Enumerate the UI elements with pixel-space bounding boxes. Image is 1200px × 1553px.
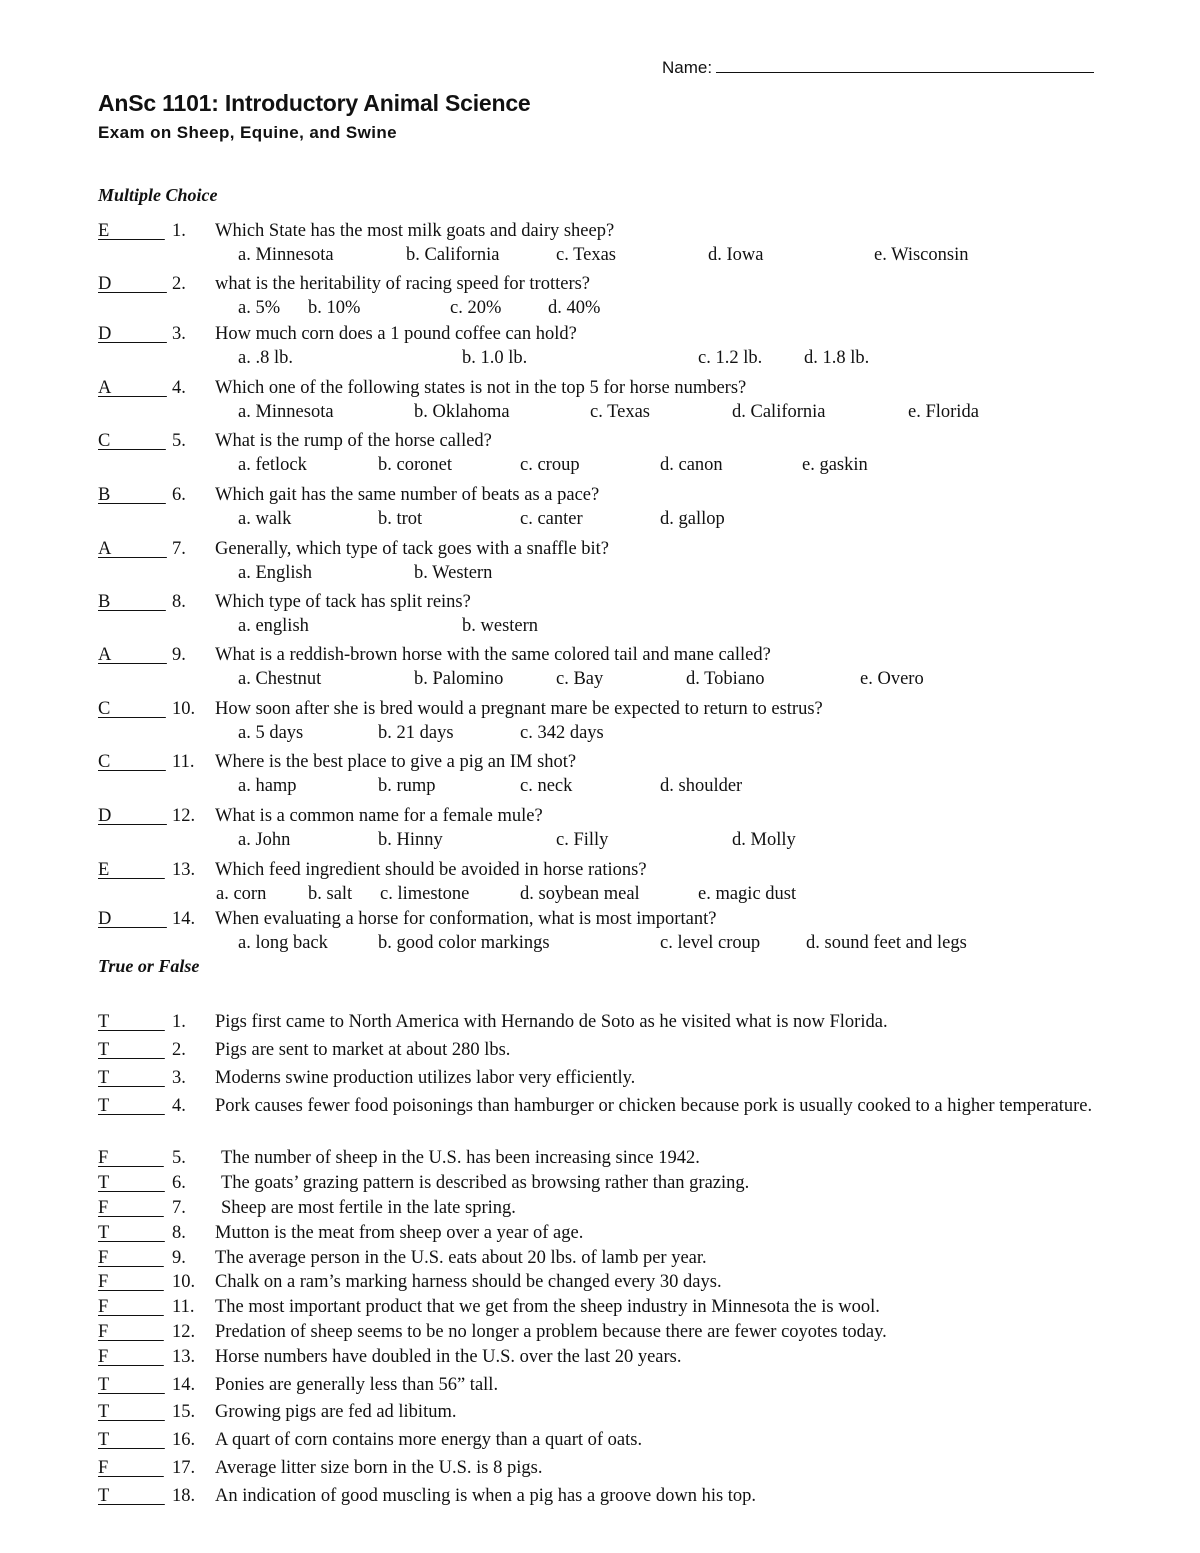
answer-blank[interactable]: F <box>98 1297 164 1317</box>
statement-text: Average litter size born in the U.S. is 8 pigs. <box>215 1458 543 1478</box>
answer-option: d. sound feet and legs <box>806 933 967 953</box>
answer-blank[interactable]: F <box>98 1248 164 1268</box>
answer-option: a. Chestnut <box>238 669 322 689</box>
statement-text: Sheep are most fertile in the late spring. <box>221 1198 516 1218</box>
answer-option: d. Tobiano <box>686 669 765 689</box>
answer-blank[interactable]: E <box>98 860 165 880</box>
answer-blank[interactable]: D <box>98 806 167 826</box>
answer-option: b. trot <box>378 509 423 529</box>
answer-option: a. long back <box>238 933 328 953</box>
question-text: How soon after she is bred would a pregnant mare be expected to return to estrus? <box>215 699 823 719</box>
answer-option: a. Minnesota <box>238 245 334 265</box>
question-number: 13. <box>172 860 196 880</box>
page-subtitle: Exam on Sheep, Equine, and Swine <box>98 123 398 142</box>
answer-option: a. 5 days <box>238 723 304 743</box>
answer-option: e. gaskin <box>802 455 868 475</box>
answer-blank[interactable]: T <box>98 1402 165 1422</box>
question-number: 4. <box>172 1096 186 1116</box>
answer-blank[interactable]: A <box>98 539 167 559</box>
answer-blank[interactable]: E <box>98 221 165 241</box>
answer-blank[interactable]: T <box>98 1173 165 1193</box>
answer-option: c. Texas <box>556 245 617 265</box>
answer-option: c. Bay <box>556 669 604 689</box>
answer-option: b. 21 days <box>378 723 454 743</box>
question-number: 2. <box>172 1040 186 1060</box>
answer-option: b. coronet <box>378 455 452 475</box>
statement-text: Moderns swine production utilizes labor very efficiently. <box>215 1068 636 1088</box>
question-text: Which one of the following states is not in the top 5 for horse numbers? <box>215 378 747 398</box>
question-number: 11. <box>172 752 195 772</box>
answer-blank[interactable]: T <box>98 1096 165 1116</box>
question-text: Generally, which type of tack goes with a snaffle bit? <box>215 539 610 559</box>
question-number: 3. <box>172 324 186 344</box>
question-text: Which feed ingredient should be avoided in horse rations? <box>215 860 647 880</box>
answer-blank[interactable]: B <box>98 485 166 505</box>
question-number: 4. <box>172 378 186 398</box>
answer-option: c. level croup <box>660 933 761 953</box>
statement-text: Mutton is the meat from sheep over a year of age. <box>215 1223 584 1243</box>
question-number: 15. <box>172 1402 196 1422</box>
answer-blank[interactable]: C <box>98 699 166 719</box>
question-number: 14. <box>172 1375 196 1395</box>
answer-option: b. 1.0 lb. <box>462 348 528 368</box>
answer-option: a. fetlock <box>238 455 307 475</box>
question-text: How much corn does a 1 pound coffee can hold? <box>215 324 577 344</box>
answer-option: c. Texas <box>590 402 651 422</box>
answer-option: d. gallop <box>660 509 725 529</box>
answer-option: a. John <box>238 830 291 850</box>
answer-option: b. California <box>406 245 500 265</box>
answer-blank[interactable]: T <box>98 1068 165 1088</box>
answer-blank[interactable]: C <box>98 431 166 451</box>
answer-option: d. canon <box>660 455 723 475</box>
question-text: What is a common name for a female mule? <box>215 806 543 826</box>
question-text: What is the rump of the horse called? <box>215 431 492 451</box>
question-text: Which type of tack has split reins? <box>215 592 471 612</box>
page-title: AnSc 1101: Introductory Animal Science <box>98 90 531 116</box>
answer-blank[interactable]: F <box>98 1272 164 1292</box>
answer-blank[interactable]: F <box>98 1347 164 1367</box>
statement-text: The goats’ grazing pattern is described as browsing rather than grazing. <box>221 1173 750 1193</box>
question-number: 5. <box>172 1148 186 1168</box>
statement-text: Pigs first came to North America with Hernando de Soto as he visited what is now Florida. <box>215 1012 888 1032</box>
answer-blank[interactable]: B <box>98 592 166 612</box>
answer-option: c. Filly <box>556 830 609 850</box>
answer-option: d. shoulder <box>660 776 743 796</box>
true-false-heading: True or False <box>98 956 200 976</box>
question-text: Which State has the most milk goats and dairy sheep? <box>215 221 615 241</box>
answer-option: a. english <box>238 616 309 636</box>
question-number: 1. <box>172 221 186 241</box>
question-text: When evaluating a horse for conformation, what is most important? <box>215 909 717 929</box>
answer-option: c. neck <box>520 776 573 796</box>
statement-text: The average person in the U.S. eats about 20 lbs. of lamb per year. <box>215 1248 707 1268</box>
answer-option: b. western <box>462 616 539 636</box>
answer-blank[interactable]: T <box>98 1486 165 1506</box>
question-text: Where is the best place to give a pig an IM shot? <box>215 752 577 772</box>
question-number: 7. <box>172 1198 186 1218</box>
statement-text: Growing pigs are fed ad libitum. <box>215 1402 457 1422</box>
statement-text: Horse numbers have doubled in the U.S. over the last 20 years. <box>215 1347 682 1367</box>
statement-text: Chalk on a ram’s marking harness should be changed every 30 days. <box>215 1272 722 1292</box>
answer-blank[interactable]: F <box>98 1322 164 1342</box>
question-number: 6. <box>172 485 186 505</box>
answer-blank[interactable]: F <box>98 1458 164 1478</box>
answer-blank[interactable]: T <box>98 1012 165 1032</box>
question-number: 3. <box>172 1068 186 1088</box>
multiple-choice-heading: Multiple Choice <box>98 185 218 205</box>
answer-option: c. limestone <box>380 884 470 904</box>
answer-option: c. canter <box>520 509 583 529</box>
question-number: 10. <box>172 1272 196 1292</box>
answer-option: d. 1.8 lb. <box>804 348 870 368</box>
answer-option: c. 1.2 lb. <box>698 348 763 368</box>
question-number: 6. <box>172 1173 186 1193</box>
answer-option: d. California <box>732 402 826 422</box>
answer-option: a. English <box>238 563 312 583</box>
question-number: 9. <box>172 1248 186 1268</box>
answer-option: c. croup <box>520 455 580 475</box>
answer-option: c. 20% <box>450 298 502 318</box>
answer-blank[interactable]: A <box>98 378 167 398</box>
answer-option: d. Molly <box>732 830 796 850</box>
question-number: 5. <box>172 431 186 451</box>
answer-option: b. Western <box>414 563 493 583</box>
answer-option: a. .8 lb. <box>238 348 293 368</box>
answer-option: b. salt <box>308 884 353 904</box>
answer-blank[interactable]: D <box>98 324 167 344</box>
question-text: what is the heritability of racing speed for trotters? <box>215 274 591 294</box>
answer-option: b. rump <box>378 776 436 796</box>
question-number: 1. <box>172 1012 186 1032</box>
name-field <box>662 58 1094 78</box>
question-number: 11. <box>172 1297 195 1317</box>
statement-text: The number of sheep in the U.S. has been increasing since 1942. <box>221 1148 700 1168</box>
question-text: What is a reddish-brown horse with the same colored tail and mane called? <box>215 645 771 665</box>
question-number: 8. <box>172 1223 186 1243</box>
answer-blank[interactable]: T <box>98 1223 165 1243</box>
question-number: 16. <box>172 1430 196 1450</box>
question-number: 12. <box>172 1322 196 1342</box>
question-number: 8. <box>172 592 186 612</box>
answer-option: b. Oklahoma <box>414 402 510 422</box>
answer-blank[interactable]: T <box>98 1040 165 1060</box>
question-number: 2. <box>172 274 186 294</box>
answer-option: b. 10% <box>308 298 361 318</box>
statement-text: An indication of good muscling is when a pig has a groove down his top. <box>215 1486 757 1506</box>
answer-option: d. Iowa <box>708 245 764 265</box>
answer-blank[interactable]: A <box>98 645 167 665</box>
answer-option: c. 342 days <box>520 723 604 743</box>
answer-blank[interactable]: T <box>98 1430 165 1450</box>
statement-text: The most important product that we get from the sheep industry in Minnesota the is wool. <box>215 1297 880 1317</box>
question-number: 14. <box>172 909 196 929</box>
statement-text: A quart of corn contains more energy than a quart of oats. <box>215 1430 643 1450</box>
answer-option: a. corn <box>216 884 267 904</box>
answer-blank[interactable]: F <box>98 1198 164 1218</box>
answer-option: a. walk <box>238 509 292 529</box>
statement-text: Predation of sheep seems to be no longer a problem because there are fewer coyotes today. <box>215 1322 887 1342</box>
question-number: 9. <box>172 645 186 665</box>
answer-option: a. 5% <box>238 298 281 318</box>
answer-option: e. Wisconsin <box>874 245 969 265</box>
answer-option: d. soybean meal <box>520 884 640 904</box>
question-number: 10. <box>172 699 196 719</box>
answer-option: b. Palomino <box>414 669 504 689</box>
answer-option: b. good color markings <box>378 933 550 953</box>
answer-option: e. Florida <box>908 402 979 422</box>
question-text: Which gait has the same number of beats as a pace? <box>215 485 600 505</box>
answer-blank[interactable]: D <box>98 274 167 294</box>
answer-option: b. Hinny <box>378 830 443 850</box>
answer-option: e. magic dust <box>698 884 797 904</box>
name-label: Name: <box>662 58 713 77</box>
statement-text: Pigs are sent to market at about 280 lbs. <box>215 1040 511 1060</box>
answer-option: a. hamp <box>238 776 297 796</box>
question-number: 13. <box>172 1347 196 1367</box>
question-number: 17. <box>172 1458 196 1478</box>
answer-option: e. Overo <box>860 669 924 689</box>
answer-blank[interactable]: F <box>98 1148 164 1168</box>
question-number: 12. <box>172 806 196 826</box>
answer-blank[interactable]: T <box>98 1375 165 1395</box>
answer-option: a. Minnesota <box>238 402 334 422</box>
answer-blank[interactable]: C <box>98 752 166 772</box>
question-number: 18. <box>172 1486 196 1506</box>
answer-option: d. 40% <box>548 298 601 318</box>
name-blank[interactable] <box>716 58 1094 73</box>
statement-text: Ponies are generally less than 56” tall. <box>215 1375 499 1395</box>
answer-blank[interactable]: D <box>98 909 167 929</box>
question-number: 7. <box>172 539 186 559</box>
statement-text: Pork causes fewer food poisonings than hamburger or chicken because pork is usually cooked to a higher temperature. <box>215 1096 1093 1116</box>
